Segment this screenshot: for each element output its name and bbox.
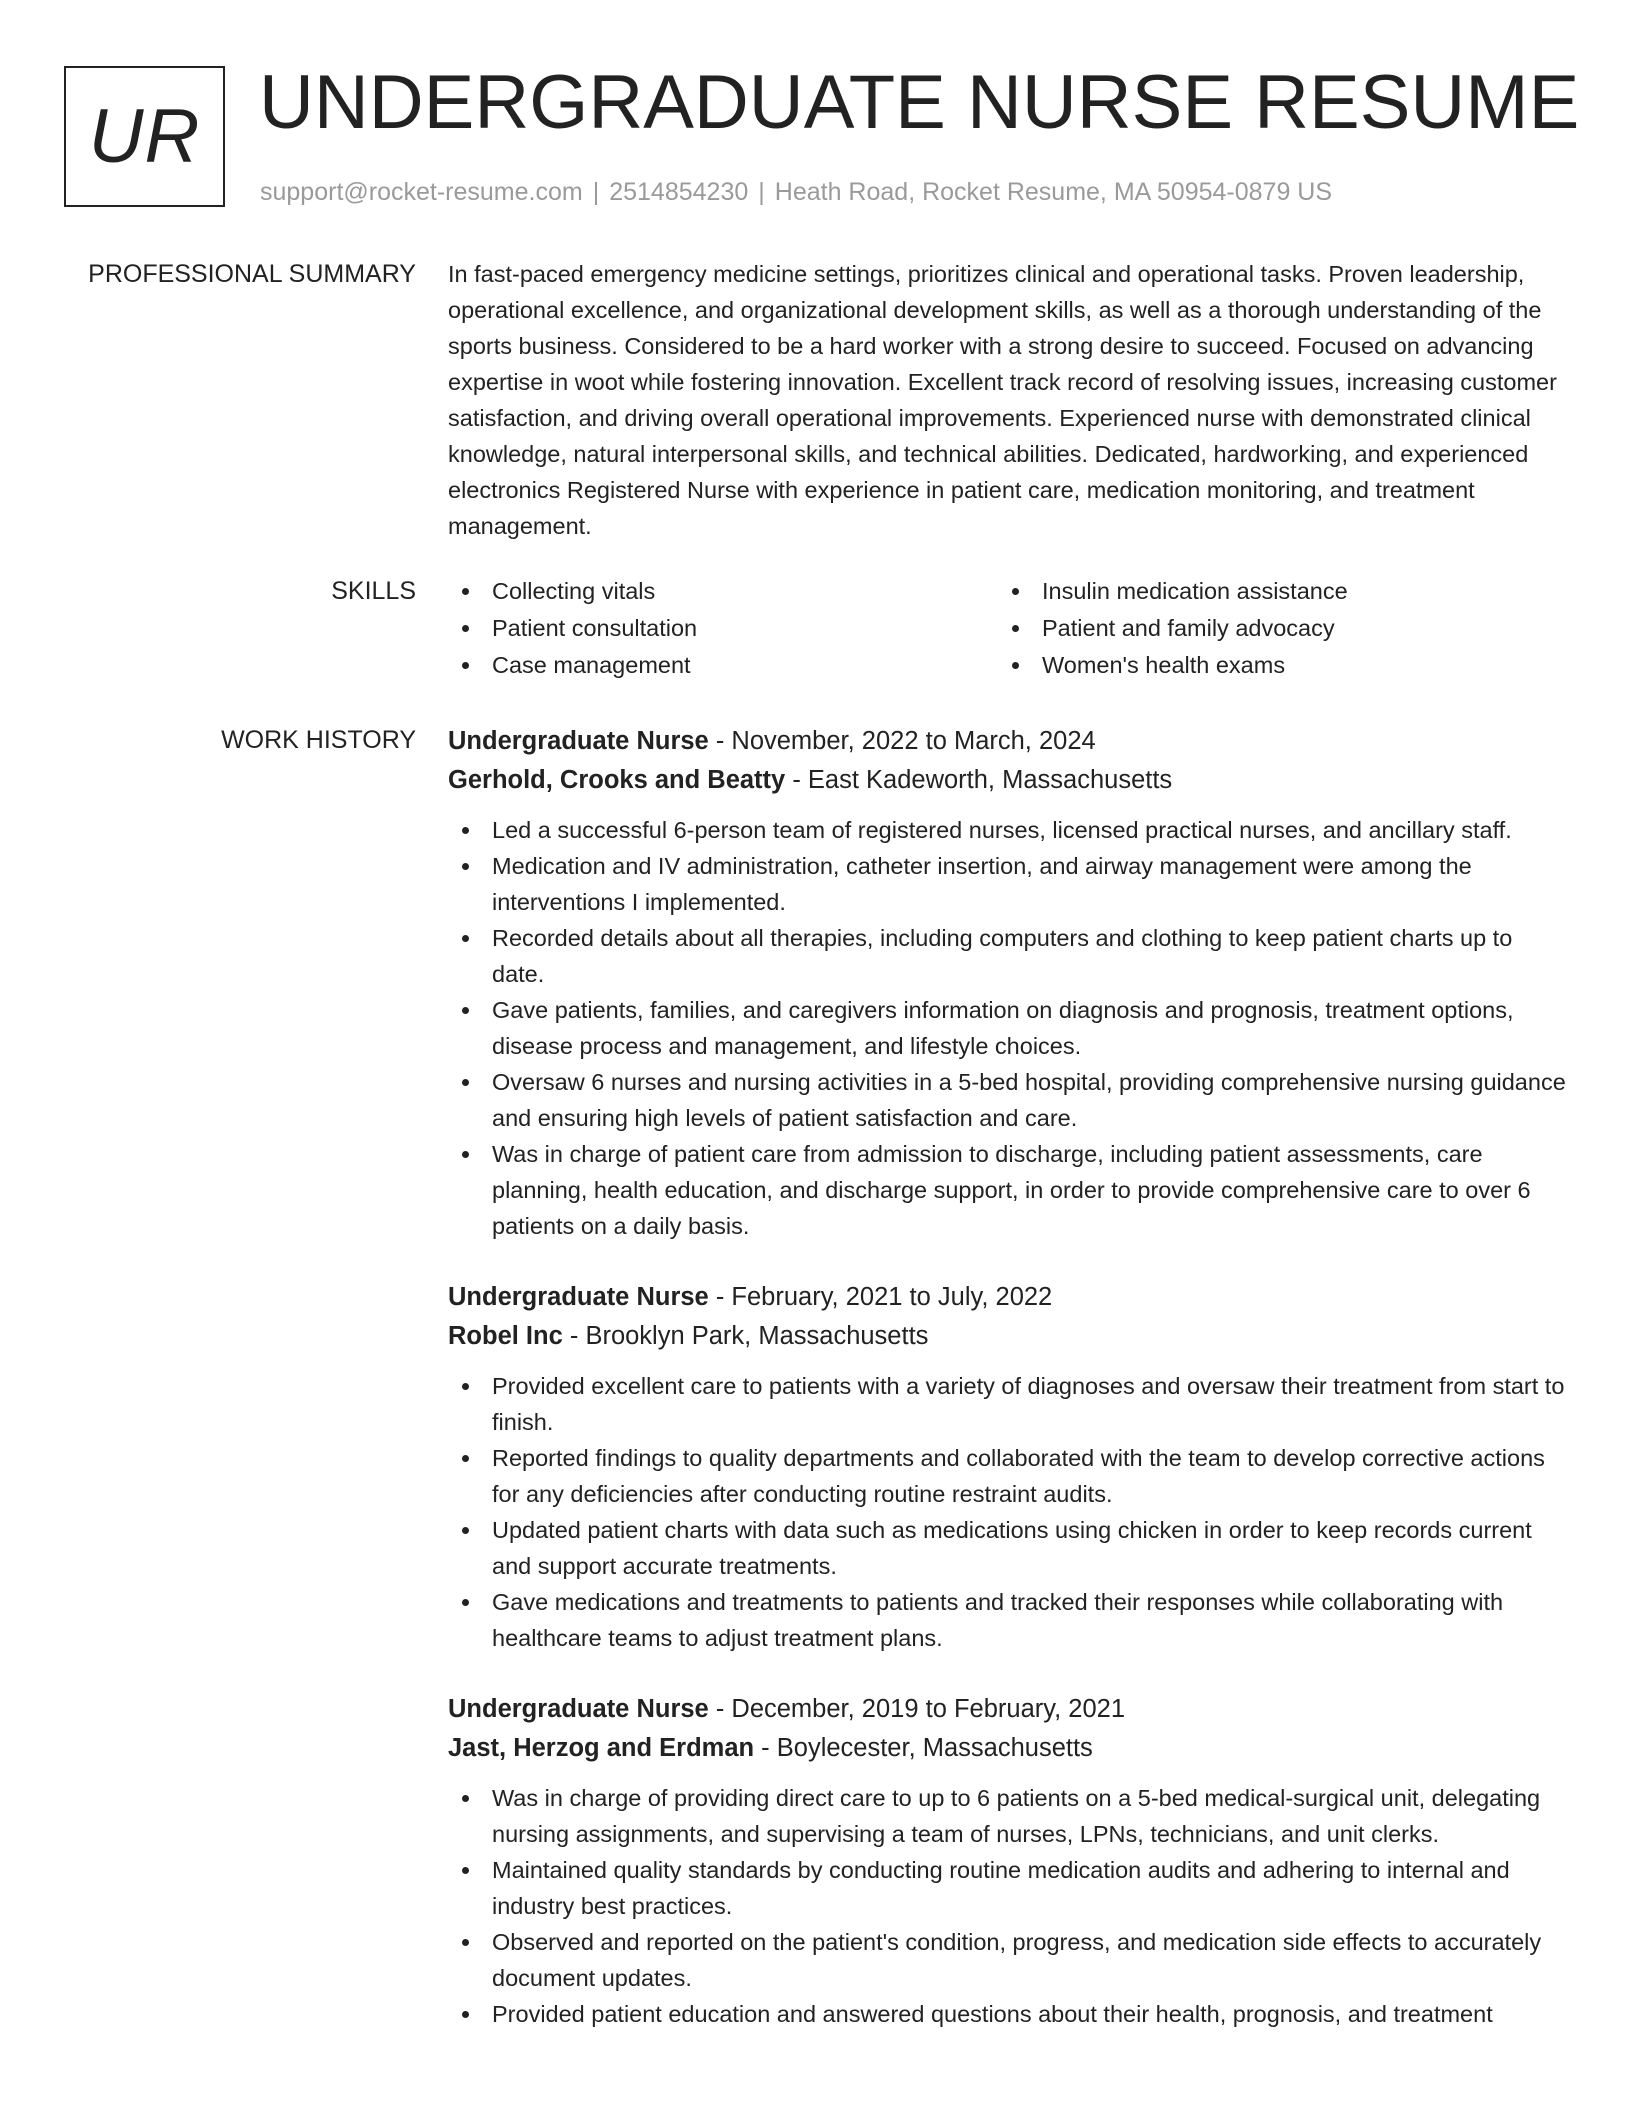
job-dates: December, 2019 to February, 2021	[731, 1695, 1126, 1723]
dash: -	[754, 1734, 777, 1762]
job-bullets	[448, 812, 1568, 1244]
job-bullet: Reported findings to quality departments and collaborated with the team to develop corrective actions for any deficiencies after conducting routine restraint audits.	[448, 1440, 1568, 1512]
job-entry	[448, 722, 1568, 1244]
job-dates: February, 2021 to July, 2022	[731, 1283, 1053, 1311]
job-company: Jast, Herzog and Erdman	[448, 1734, 755, 1762]
skill-item: Insulin medication assistance	[998, 573, 1548, 610]
job-location: Boylecester, Massachusetts	[776, 1734, 1093, 1762]
job-bullet: Was in charge of patient care from admission to discharge, including patient assessments, care planning, health education, and discharge support, in order to provide comprehensive care to over 6 patients on a daily basis.	[448, 1136, 1568, 1244]
work-history-body	[448, 722, 1568, 2066]
skill-item: Patient and family advocacy	[998, 610, 1548, 647]
skills-grid	[448, 573, 1568, 684]
contact-email[interactable]: support@rocket-resume.com	[260, 178, 583, 206]
dash: -	[708, 1695, 732, 1723]
job-dates: November, 2022 to March, 2024	[731, 727, 1096, 755]
contact-separator: |	[758, 178, 765, 206]
job-bullet: Updated patient charts with data such as medications using chicken in order to keep records current and support accurate treatments.	[448, 1512, 1568, 1584]
job-title-line	[448, 1690, 1568, 1729]
job-bullet: Provided patient education and answered questions about their health, prognosis, and treatment	[448, 1996, 1568, 2032]
contact-separator: |	[592, 178, 600, 206]
section-label-work-history: WORK HISTORY	[221, 726, 416, 754]
summary-text: In fast-paced emergency medicine settings, prioritizes clinical and operational tasks. Proven leadership, operational excellence, and organizational development skills, as well as a thorough understanding of the sports business. Considered to be a hard worker with a strong desire to succeed. Focused on advancing expertise in woot while fostering innovation. Excellent track record of resolving issues, increasing customer satisfaction, and driving overall operational improvements. Experienced nurse with demonstrated clinical knowledge, natural interpersonal skills, and technical abilities. Dedicated, hardworking, and experienced electronics Registered Nurse with experience in patient care, medication monitoring, and treatment management.	[448, 261, 1557, 539]
job-bullet: Was in charge of providing direct care to up to 6 patients on a 5-bed medical-surgical unit, delegating nursing assignments, and supervising a team of nurses, LPNs, technicians, and unit clerks.	[448, 1780, 1568, 1852]
job-title-line	[448, 1278, 1568, 1317]
skill-item: Women's health exams	[998, 647, 1548, 684]
job-bullet: Provided excellent care to patients with a variety of diagnoses and oversaw their treatment from start to finish.	[448, 1368, 1568, 1440]
job-company-line	[448, 1317, 1568, 1356]
skills-column-left	[448, 573, 998, 684]
job-bullet: Medication and IV administration, catheter insertion, and airway management were among the interventions I implemented.	[448, 848, 1568, 920]
job-bullet: Oversaw 6 nurses and nursing activities in a 5-bed hospital, providing comprehensive nursing guidance and ensuring high levels of patient satisfaction and care.	[448, 1064, 1568, 1136]
job-bullet: Led a successful 6-person team of registered nurses, licensed practical nurses, and ancillary staff.	[448, 812, 1568, 848]
skills-column-right	[998, 573, 1548, 684]
skills-body	[448, 573, 1568, 684]
job-bullets	[448, 1780, 1568, 2032]
job-location: East Kadeworth, Massachusetts	[807, 766, 1173, 794]
dash: -	[708, 727, 732, 755]
job-bullet: Observed and reported on the patient's condition, progress, and medication side effects to accurately document updates.	[448, 1924, 1568, 1996]
job-entry	[448, 1278, 1568, 1656]
job-bullet: Gave patients, families, and caregivers information on diagnosis and prognosis, treatment options, disease process and management, and lifestyle choices.	[448, 992, 1568, 1064]
job-title: Undergraduate Nurse	[448, 1283, 709, 1311]
contact-line	[260, 176, 1332, 208]
section-label-summary: PROFESSIONAL SUMMARY	[88, 260, 416, 288]
dash: -	[708, 1283, 732, 1311]
section-label-skills: SKILLS	[331, 577, 416, 605]
skill-item: Patient consultation	[448, 610, 998, 647]
job-company-line	[448, 1729, 1568, 1768]
job-company: Robel Inc	[448, 1322, 563, 1350]
job-bullet: Gave medications and treatments to patients and tracked their responses while collaborating with healthcare teams to adjust treatment plans.	[448, 1584, 1568, 1656]
dash: -	[785, 766, 808, 794]
summary-body	[448, 256, 1568, 544]
job-title: Undergraduate Nurse	[448, 1695, 709, 1723]
job-location: Brooklyn Park, Massachusetts	[585, 1322, 929, 1350]
job-bullet: Recorded details about all therapies, including computers and clothing to keep patient charts up to date.	[448, 920, 1568, 992]
contact-phone[interactable]: 2514854230	[609, 178, 749, 206]
resume-title: UNDERGRADUATE NURSE RESUME	[259, 60, 1580, 145]
skill-item: Case management	[448, 647, 998, 684]
job-bullet: Maintained quality standards by conducting routine medication audits and adhering to internal and industry best practices.	[448, 1852, 1568, 1924]
job-bullets	[448, 1368, 1568, 1656]
job-title-line	[448, 722, 1568, 761]
job-entry	[448, 1690, 1568, 2032]
job-company: Gerhold, Crooks and Beatty	[448, 766, 786, 794]
monogram-logo: UR	[64, 66, 225, 207]
contact-address: Heath Road, Rocket Resume, MA 50954-0879 US	[774, 178, 1333, 206]
job-company-line	[448, 761, 1568, 800]
dash: -	[562, 1322, 586, 1350]
job-title: Undergraduate Nurse	[448, 727, 709, 755]
skill-item: Collecting vitals	[448, 573, 998, 610]
